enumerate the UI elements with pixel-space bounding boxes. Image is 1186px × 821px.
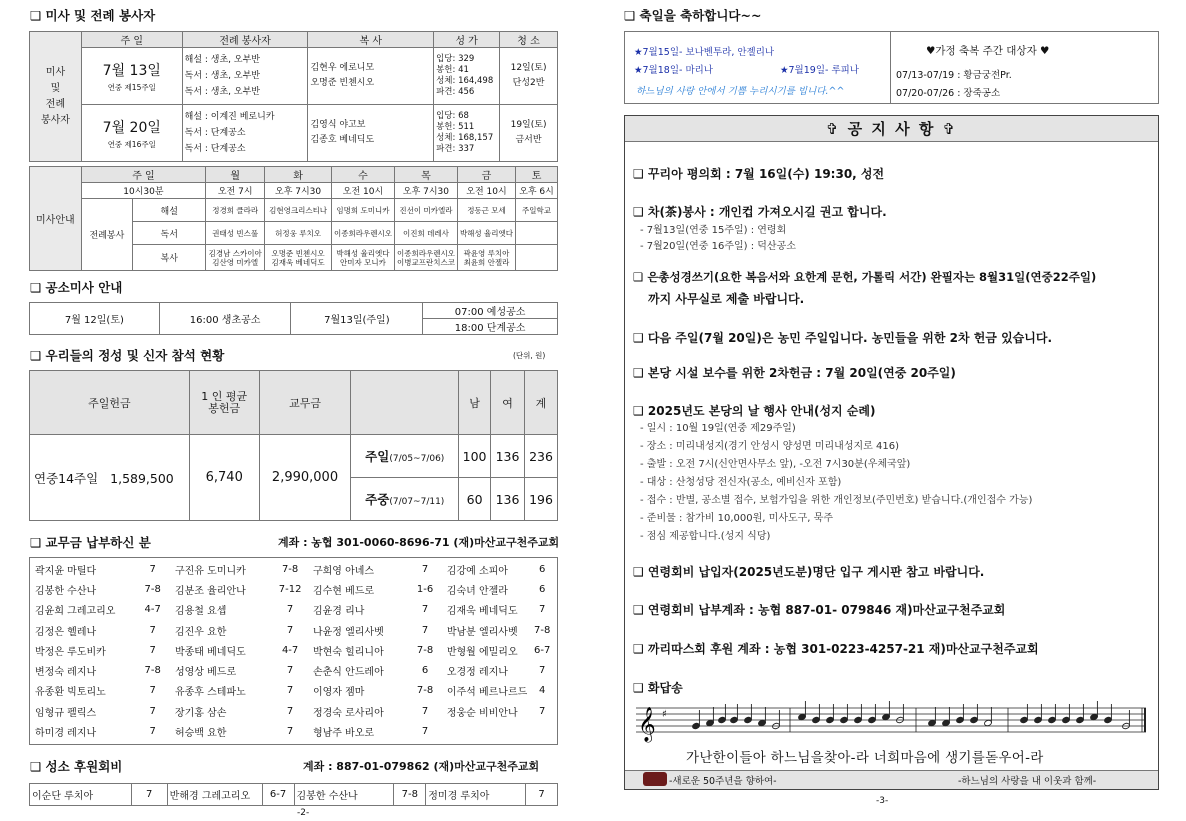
dues-row: 박정은 루도비카 7 박종태 베네딕도 4-7 박현숙 힐리니아 7-8 반형월 에밀리오 6-7: [35, 644, 551, 658]
liturgy-row: 7월 20일 연중 제16주일 해설 : 이계진 베로니카 독서 : 단계공소 독서 : 단계공소 김영식 야고보 김종호 베네딕도 입당: 68 봉헌: 511 성체: 168,157 파견: 337 19일(토) 금서반: [30, 105, 558, 162]
notice-10: ❑ 화답송: [633, 681, 683, 695]
footer-right-text: -하느님의 사랑을 내 이웃과 함께-: [958, 776, 1097, 787]
header-sunday: 주 일: [81, 32, 182, 48]
dues-row: 곽지윤 마틸다 7 구진유 도미니카 7-8 구희영 아녜스 7 김강예 소피아 6: [35, 563, 546, 577]
dues-row: 변정숙 레지나 7-8 성영상 베드로 7 손춘식 안드레아 6 오경정 레지나 7: [35, 665, 546, 679]
dues-payers-title: ❑ 교무금 납부하신 분: [30, 535, 151, 550]
liturgy-service-label: 전례봉사: [81, 199, 133, 271]
notice-9: ❑ 까리따스회 후원 계좌 : 농협 301-0223-4257-21 재)마산교구천주교회: [633, 642, 1039, 656]
notice-5: ❑ 본당 시설 보수를 위한 2차헌금 : 7월 20일(연중 20주일): [633, 366, 956, 380]
vocation-support-table: 이순단 루치아 7 반해경 그레고리오 6-7 김봉한 수산나 7-8 정미경 루치아 7: [29, 783, 558, 806]
footer-left-text: -새로운 50주년을 향하여-: [669, 776, 777, 787]
family-blessing-1: 07/13-07/19 : 황금궁전Pr.: [896, 70, 1012, 81]
feast-line-3: ★7월19일- 루피나: [780, 65, 859, 76]
page-number-left: -2-: [297, 808, 310, 818]
mass-guide-label: 미사안내: [30, 167, 82, 271]
psalm-lyrics: 가난한이들아 하느님을찾아-라 너희마음에 생기를돋우어-라: [686, 750, 1044, 766]
offering-status-title: ❑ 우리들의 정성 및 신자 참석 현황: [30, 348, 225, 363]
notice-title: ✞ 공 지 사 항 ✞: [625, 116, 1158, 142]
dues-payers-table: [30, 559, 557, 742]
dues-row: 김정은 헬레나 7 김진우 요한 7 나윤정 엘리사벳 7 박남분 엘리사벳 7-8: [35, 624, 551, 638]
vocation-account: 계좌 : 887-01-079862 (재)마산교구천주교회: [303, 760, 540, 773]
dues-row: 김봉한 수산나 7-8 김분조 율리안나 7-12 김수현 베드로 1-6 김숙녀 안젤라 6: [35, 583, 546, 597]
dues-row: 하미경 레지나 7 허승백 요한 7 형남주 바오로 7: [35, 726, 429, 740]
role-row: 전례봉사 해설 정경희 클라라 김현영크리스티나 임명희 도미니카 진선이 미카엘라 정동근 모세 주일학교: [30, 199, 558, 222]
notice-1: ❑ 꾸리아 평의회 : 7월 16일(수) 19:30, 성전: [633, 167, 885, 181]
treble-clef-icon: 𝄞: [638, 707, 656, 742]
dues-row: 유종환 빅토리노 7 유종후 스테파노 7 이영자 젬마 7-8 이주석 베르나르드 4: [35, 685, 546, 699]
header-volunteers: 전례 봉사자: [182, 32, 308, 48]
notice-4: ❑ 다음 주일(7월 20일)은 농민 주일입니다. 농민들을 위한 2차 헌금 있습니다.: [633, 331, 1053, 345]
music-staff: [636, 700, 1148, 744]
liturgy-volunteers-table: [29, 31, 558, 162]
feast-line-2: ★7월18일- 마리나: [634, 65, 713, 76]
header-altar: 복 사: [308, 32, 434, 48]
parish-logo-icon: [643, 772, 667, 786]
liturgy-row: 7월 13일 연중 제15주일 해설 : 생초, 오부반 독서 : 생초, 오부반 독서 : 생초, 오부반 김현우 에로니모 오명준 빈첸시오 입당: 329 봉헌: 41 성체: 164,498 파견: 456 12일(토) 단성2반: [30, 48, 558, 105]
mass-volunteers-title: ❑ 미사 및 전례 봉사자: [30, 8, 156, 23]
page-number-right: -3-: [876, 796, 889, 806]
dues-row: 김윤희 그레고리오 4-7 김용철 요셉 7 김윤경 리나 7 김재욱 베네딕도 7: [35, 604, 546, 618]
dues-row: 임형규 펠릭스 7 장기홍 삼손 7 정경숙 로사리아 7 정웅순 비비안나 7: [35, 705, 546, 719]
feast-line-1: ★7월15일- 보나벤투라, 안젤리나: [634, 47, 775, 58]
notice-8: ❑ 연령회비 납부계좌 : 농협 887-01- 079846 재)마산교구천주교회: [633, 603, 1006, 617]
feast-day-title: ❑ 축일을 축하합니다~~: [624, 8, 762, 23]
dues-account: 계좌 : 농협 301-0060-8696-71 (재)마산교구천주교회: [278, 536, 560, 549]
mass-schedule-table: 미사안내 주 일 월 화 수 목 금 토 10시30분 오전 7시 오후 7시30 오전 10시 오후 7시30 오전 10시 오후 6시 전례봉사 해설 정경희 클라라 김현영크리스티나 임명희 도미니카 진선이 미카엘라 정동근 모세 주일학교 독서 권태성 빈스풀 허정웅 루치오 이종희라우렌시오 이진희 데레사 박해성 율리엣다 복사 김경남 스카이아 김산영 미카엘 오명준 빈첸시오 김재욱 베네딕도 박해성 율리엣다 안미자 모니카 이종희라우렌시오 이병교프란치스코 곽윤영 루치아 최윤희 안젤라: [29, 166, 558, 271]
family-blessing-2: 07/20-07/26 : 장죽공소: [896, 88, 1001, 99]
mass-times-row: 10시30분 오전 7시 오후 7시30 오전 10시 오후 7시30 오전 10시 오후 6시: [30, 183, 558, 199]
offering-table: 주일헌금 1 인 평균 봉헌금 교무금 남 여 계 연중14주일 1,589,500 6,740 2,990,000 주일(7/05~7/06) 100 136 236 주중(7/07~7/11) 60 136 196: [29, 370, 558, 521]
notice-2: ❑ 차(茶)봉사 : 개인컵 가져오시길 권고 합니다.: [633, 205, 887, 219]
mission-mass-title: ❑ 공소미사 안내: [30, 280, 123, 295]
notice-3: ❑ 은총성경쓰기(요한 복음서와 요한계 문헌, 가톨릭 서간) 완필자는 8월31일(연중22주일): [633, 270, 1097, 284]
role-row: 복사 김경남 스카이아 김산영 미카엘 오명준 빈첸시오 김재욱 베네딕도 박해성 율리엣다 안미자 모니카 이종희라우렌시오 이병교프란치스코 곽윤영 루치아 최윤희 안젤라: [30, 245, 558, 271]
header-cleaning: 청 소: [500, 32, 558, 48]
unit-note: (단위, 원): [513, 351, 546, 360]
notice-6: ❑ 2025년도 본당의 날 행사 안내(성지 순례): [633, 404, 876, 418]
feast-message: 하느님의 사랑 안에서 기쁨 누리시기를 빕니다.^^: [636, 86, 845, 97]
liturgy-side-label: 미사 및 전례 봉사자: [30, 32, 82, 162]
role-row: 독서 권태성 빈스풀 허정웅 루치오 이종희라우렌시오 이진희 데레사 박해성 율리엣다: [30, 222, 558, 245]
family-blessing-title: ♥가정 축복 주간 대상자 ♥: [926, 45, 1050, 57]
header-chant: 성 가: [434, 32, 500, 48]
vocation-support-title: ❑ 성소 후원회비: [30, 759, 123, 774]
notice-7: ❑ 연령회비 납입자(2025년도분)명단 입구 게시판 참고 바랍니다.: [633, 565, 985, 579]
sharp-icon: ♯: [662, 709, 667, 720]
mission-mass-table: 7월 12일(토) 16:00 생초공소 7월13일(주일) 07:00 예성공소 18:00 단계공소: [29, 302, 558, 335]
